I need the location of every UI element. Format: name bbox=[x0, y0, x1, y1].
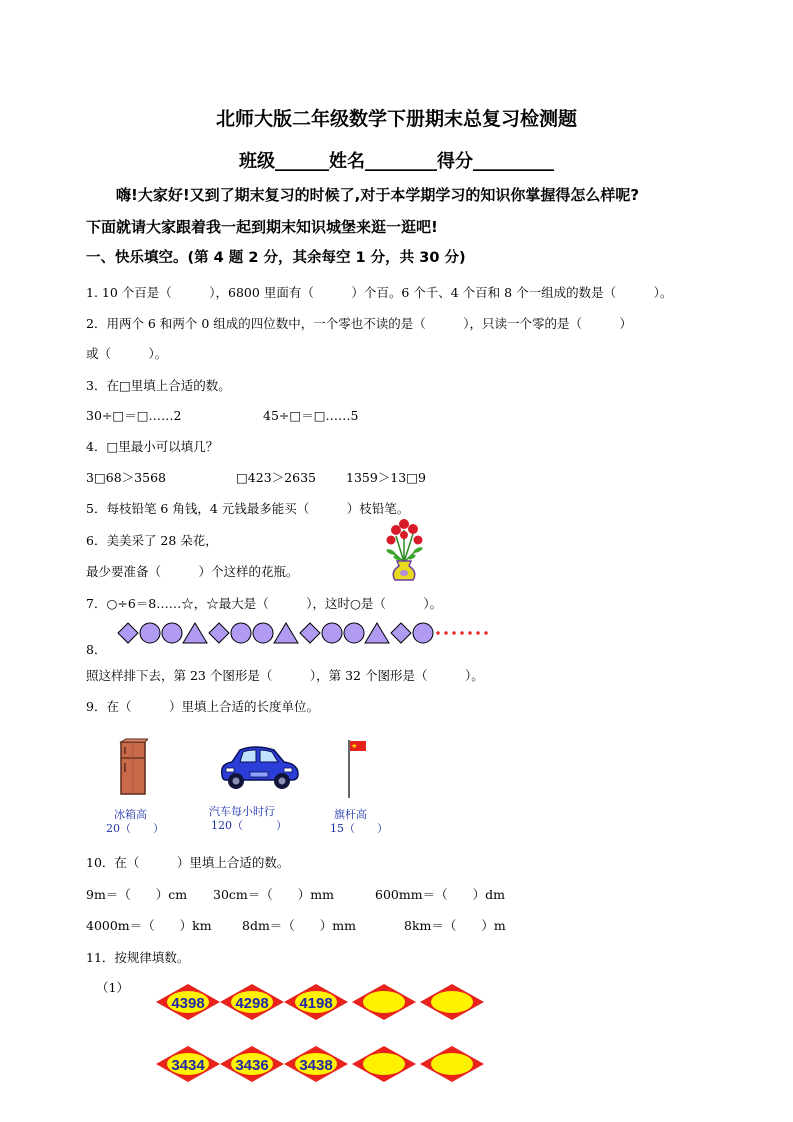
car-icon bbox=[216, 742, 302, 792]
flagpole-answer: 15（ ） bbox=[330, 822, 388, 835]
question-10-b: 30cm＝（ ）mm bbox=[213, 887, 334, 902]
seq-triangle bbox=[274, 623, 298, 643]
flower-vase-icon bbox=[382, 516, 426, 584]
number-pattern-grid bbox=[156, 984, 496, 1104]
number-diamond-blank bbox=[352, 1046, 416, 1082]
flagpole-label: 旗杆高 bbox=[334, 808, 367, 821]
car-answer: 120（ ） bbox=[211, 819, 287, 832]
question-4-c: 1359＞13□9 bbox=[346, 470, 426, 485]
shape-sequence bbox=[116, 620, 496, 646]
question-11: 11．按规律填数。 bbox=[86, 950, 190, 965]
number-diamond bbox=[156, 1046, 220, 1082]
question-7: 7．○÷6＝8……☆，☆最大是（ ），这时○是（ ）。 bbox=[86, 596, 443, 611]
fridge-icon bbox=[118, 738, 148, 796]
fridge-label: 冰箱高 bbox=[114, 808, 147, 821]
question-5: 5．每枝铅笔 6 角钱，4 元钱最多能买（ ）枝铅笔。 bbox=[86, 501, 410, 516]
question-3-b: 45÷□＝□……5 bbox=[263, 408, 359, 423]
question-8-number: 8． bbox=[86, 642, 107, 657]
question-11-part-1: （1） bbox=[96, 980, 129, 995]
fridge-answer: 20（ ） bbox=[106, 822, 164, 835]
diamond-number: 4198 bbox=[299, 995, 333, 1012]
diamond-number: 3438 bbox=[299, 1057, 333, 1074]
number-diamond bbox=[284, 984, 348, 1020]
number-diamond bbox=[284, 1046, 348, 1082]
number-diamond-blank bbox=[420, 984, 484, 1020]
number-diamond bbox=[156, 984, 220, 1020]
question-1: 1. 10 个百是（ ），6800 里面有（ ）个百。6 个千、4 个百和 8 个一组成的数是（ ）。 bbox=[86, 285, 673, 300]
question-2-line-1: 2．用两个 6 和两个 0 组成的四位数中，一个零也不读的是（ ），只读一个零的是（ ） bbox=[86, 316, 633, 331]
diamond-number: 4298 bbox=[235, 995, 269, 1012]
seq-circle bbox=[253, 623, 273, 643]
seq-diamond bbox=[209, 623, 229, 643]
intro-line-2: 下面就请大家跟着我一起到期末知识城堡来逛一逛吧! bbox=[86, 218, 438, 236]
seq-circle bbox=[322, 623, 342, 643]
seq-circle bbox=[231, 623, 251, 643]
question-2-line-2: 或（ ）。 bbox=[86, 346, 168, 361]
seq-diamond bbox=[391, 623, 411, 643]
question-4: 4．□里最小可以填几？ bbox=[86, 439, 219, 454]
number-diamond-blank bbox=[420, 1046, 484, 1082]
question-3-a: 30÷□＝□……2 bbox=[86, 408, 182, 423]
seq-circle bbox=[413, 623, 433, 643]
question-4-a: 3□68＞3568 bbox=[86, 470, 166, 485]
question-6-line-1: 6．美美采了 28 朵花， bbox=[86, 533, 218, 548]
seq-diamond bbox=[300, 623, 320, 643]
question-8: 照这样排下去，第 23 个图形是（ ），第 32 个图形是（ ）。 bbox=[86, 668, 484, 683]
student-info-line: 班级______姓名________得分_________ bbox=[239, 151, 554, 172]
continuation-dots bbox=[436, 631, 487, 634]
diamond-number: 4398 bbox=[171, 995, 205, 1012]
number-diamond bbox=[220, 984, 284, 1020]
question-10-f: 8km＝（ ）m bbox=[404, 918, 506, 933]
car-label: 汽车每小时行 bbox=[209, 805, 275, 818]
diamond-number: 3434 bbox=[171, 1057, 205, 1074]
question-10: 10．在（ ）里填上合适的数。 bbox=[86, 855, 290, 870]
flagpole-icon bbox=[344, 738, 370, 800]
seq-circle bbox=[162, 623, 182, 643]
number-diamond bbox=[220, 1046, 284, 1082]
seq-triangle bbox=[365, 623, 389, 643]
seq-circle bbox=[140, 623, 160, 643]
seq-circle bbox=[344, 623, 364, 643]
pattern-row-1 bbox=[156, 984, 484, 1020]
question-10-c: 600mm＝（ ）dm bbox=[375, 887, 505, 902]
question-10-e: 8dm＝（ ）mm bbox=[242, 918, 357, 933]
question-6-line-2: 最少要准备（ ）个这样的花瓶。 bbox=[86, 564, 299, 579]
question-10-a: 9m＝（ ）cm bbox=[86, 887, 188, 902]
seq-diamond bbox=[118, 623, 138, 643]
section-1-heading: 一、快乐填空。(第 4 题 2 分，其余每空 1 分，共 30 分) bbox=[86, 250, 466, 266]
seq-triangle bbox=[183, 623, 207, 643]
page-title: 北师大版二年级数学下册期末总复习检测题 bbox=[215, 108, 577, 130]
diamond-number: 3436 bbox=[235, 1057, 269, 1074]
question-3: 3．在□里填上合适的数。 bbox=[86, 378, 231, 393]
question-10-d: 4000m＝（ ）km bbox=[86, 918, 212, 933]
question-4-b: □423＞2635 bbox=[236, 470, 316, 485]
number-diamond-blank bbox=[352, 984, 416, 1020]
pattern-row-2 bbox=[156, 1046, 484, 1082]
intro-line-1: 嗨!大家好!又到了期末复习的时候了,对于本学期学习的知识你掌握得怎么样呢? bbox=[116, 186, 640, 204]
question-9: 9．在（ ）里填上合适的长度单位。 bbox=[86, 699, 319, 714]
